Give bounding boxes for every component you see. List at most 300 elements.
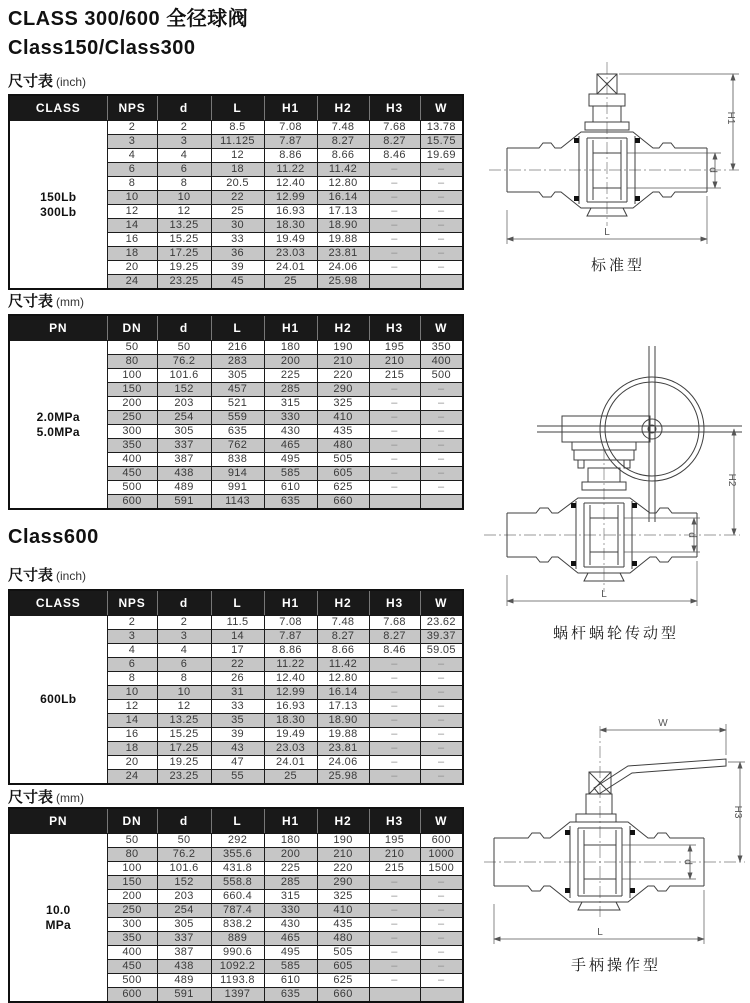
cell-value: 8.66 [317, 149, 369, 163]
cell-value: 203 [157, 890, 211, 904]
cell-value: 6 [107, 163, 157, 177]
cell-value: 8.66 [317, 644, 369, 658]
column-header: d [157, 95, 211, 121]
cell-value: – [420, 890, 463, 904]
cell-value: 23.62 [420, 616, 463, 630]
cell-value: 4 [157, 644, 211, 658]
cell-value: – [420, 876, 463, 890]
cell-value: 292 [211, 834, 264, 848]
column-header: CLASS [9, 590, 107, 616]
cell-value: 600 [420, 834, 463, 848]
cell-value: 2 [107, 616, 157, 630]
cell-value: 635 [211, 425, 264, 439]
cell-value: – [369, 177, 420, 191]
cell-value: 16.93 [264, 205, 317, 219]
cell-value: 4 [107, 644, 157, 658]
column-header: d [157, 590, 211, 616]
cell-value: 13.25 [157, 219, 211, 233]
column-header: L [211, 315, 264, 341]
cell-value: 762 [211, 439, 264, 453]
cell-value: 387 [157, 946, 211, 960]
column-header: d [157, 315, 211, 341]
cell-value: 6 [157, 658, 211, 672]
cell-value: 465 [264, 439, 317, 453]
cell-value: 23.81 [317, 742, 369, 756]
cell-value: 350 [107, 932, 157, 946]
cell-value: 18.90 [317, 219, 369, 233]
cell-value: 17.25 [157, 742, 211, 756]
cell-value: 10 [107, 686, 157, 700]
column-header: PN [9, 315, 107, 341]
figure-caption-worm-gear: 蜗杆蜗轮传动型 [552, 625, 679, 642]
cell-value: 220 [317, 862, 369, 876]
cell-value: – [369, 946, 420, 960]
cell-value: 12.80 [317, 177, 369, 191]
column-header: CLASS [9, 95, 107, 121]
cell-value: 7.68 [369, 121, 420, 135]
cell-value: 480 [317, 932, 369, 946]
cell-value: 17.13 [317, 700, 369, 714]
size-table-label-cn: 尺寸表 [8, 789, 54, 806]
cell-value: 31 [211, 686, 264, 700]
cell-value: 457 [211, 383, 264, 397]
cell-value: 11.22 [264, 658, 317, 672]
cell-value: – [420, 904, 463, 918]
column-header: H3 [369, 808, 420, 834]
cell-value: 23.03 [264, 742, 317, 756]
cell-value: 300 [107, 918, 157, 932]
section-heading-class600: Class600 [8, 526, 99, 548]
cell-value: 605 [317, 467, 369, 481]
cell-value: 152 [157, 876, 211, 890]
cell-value: – [420, 439, 463, 453]
cell-value: – [369, 163, 420, 177]
cell-value: – [420, 219, 463, 233]
cell-value: 11.5 [211, 616, 264, 630]
column-header: H2 [317, 590, 369, 616]
cell-value: 337 [157, 439, 211, 453]
cell-value: – [369, 439, 420, 453]
cell-value: 10 [107, 191, 157, 205]
dim-label-h3: H3 [732, 805, 743, 819]
cell-value: 283 [211, 355, 264, 369]
cell-value: 2 [107, 121, 157, 135]
cell-value: 10 [157, 191, 211, 205]
cell-value: 585 [264, 467, 317, 481]
cell-value: 210 [369, 848, 420, 862]
cell-value: 635 [264, 988, 317, 1003]
cell-value: – [420, 411, 463, 425]
group-label: 150Lb 300Lb [9, 121, 107, 290]
cell-value: 290 [317, 383, 369, 397]
cell-value: – [369, 233, 420, 247]
cell-value: 305 [157, 918, 211, 932]
cell-value: 500 [420, 369, 463, 383]
table-row [9, 834, 463, 848]
cell-value: 3 [157, 135, 211, 149]
cell-value: 30 [211, 219, 264, 233]
cell-value: 387 [157, 453, 211, 467]
cell-value: 7.48 [317, 121, 369, 135]
size-table-class600-mm [8, 807, 464, 1003]
cell-value: 305 [157, 425, 211, 439]
cell-value: 914 [211, 467, 264, 481]
cell-value: – [420, 163, 463, 177]
column-header: H1 [264, 315, 317, 341]
figure-caption-standard: 标准型 [590, 257, 645, 274]
cell-value: 585 [264, 960, 317, 974]
cell-value: 355.6 [211, 848, 264, 862]
cell-value: 438 [157, 960, 211, 974]
cell-value: 3 [107, 630, 157, 644]
column-header: H2 [317, 808, 369, 834]
cell-value: 100 [107, 369, 157, 383]
cell-value: – [420, 397, 463, 411]
cell-value: 410 [317, 411, 369, 425]
cell-value: 450 [107, 467, 157, 481]
cell-value [420, 275, 463, 290]
size-table-label-mm-2 [8, 786, 84, 807]
cell-value: 7.48 [317, 616, 369, 630]
cell-value: 465 [264, 932, 317, 946]
cell-value: – [420, 425, 463, 439]
cell-value: 22 [211, 658, 264, 672]
cell-value: 12.40 [264, 672, 317, 686]
cell-value: 254 [157, 904, 211, 918]
dim-label-h2: H2 [726, 473, 737, 487]
cell-value: – [369, 247, 420, 261]
cell-value: 225 [264, 369, 317, 383]
cell-value: 325 [317, 890, 369, 904]
cell-value: 430 [264, 425, 317, 439]
cell-value: 12 [107, 700, 157, 714]
cell-value: 285 [264, 383, 317, 397]
cell-value: – [420, 247, 463, 261]
cell-value: – [369, 453, 420, 467]
cell-value: 435 [317, 918, 369, 932]
dim-label-h1: H1 [725, 111, 736, 125]
cell-value: 200 [264, 355, 317, 369]
cell-value: 787.4 [211, 904, 264, 918]
cell-value: 438 [157, 467, 211, 481]
cell-value: 47 [211, 756, 264, 770]
cell-value: 2 [157, 121, 211, 135]
size-table-label-mm-1 [8, 290, 84, 311]
cell-value: 1193.8 [211, 974, 264, 988]
cell-value: 20 [107, 756, 157, 770]
cell-value: 305 [211, 369, 264, 383]
cell-value: 610 [264, 974, 317, 988]
column-header: NPS [107, 590, 157, 616]
cell-value: 10 [157, 686, 211, 700]
column-header: H1 [264, 95, 317, 121]
cell-value: – [420, 742, 463, 756]
cell-value: 315 [264, 890, 317, 904]
cell-value: 625 [317, 481, 369, 495]
cell-value: 480 [317, 439, 369, 453]
cell-value [369, 275, 420, 290]
cell-value: 23.81 [317, 247, 369, 261]
cell-value: 18.90 [317, 714, 369, 728]
cell-value: 24 [107, 770, 157, 785]
cell-value: – [369, 918, 420, 932]
cell-value: 22 [211, 191, 264, 205]
cell-value: 660 [317, 988, 369, 1003]
cell-value: 325 [317, 397, 369, 411]
size-table-label-cn: 尺寸表 [8, 73, 54, 90]
cell-value: 100 [107, 862, 157, 876]
cell-value: 610 [264, 481, 317, 495]
cell-value: 14 [107, 219, 157, 233]
size-table-label-inch-2 [8, 564, 86, 585]
cell-value: 605 [317, 960, 369, 974]
cell-value: 225 [264, 862, 317, 876]
cell-value: 45 [211, 275, 264, 290]
cell-value: – [369, 467, 420, 481]
figure-standard-type [487, 58, 749, 275]
cell-value: – [420, 191, 463, 205]
cell-value: 220 [317, 369, 369, 383]
cell-value: 838.2 [211, 918, 264, 932]
cell-value: 50 [157, 834, 211, 848]
cell-value: 18.30 [264, 714, 317, 728]
cell-value: 17 [211, 644, 264, 658]
cell-value: – [369, 672, 420, 686]
cell-value: – [420, 932, 463, 946]
cell-value: – [420, 233, 463, 247]
cell-value: 505 [317, 946, 369, 960]
cell-value: 50 [157, 341, 211, 355]
cell-value: 435 [317, 425, 369, 439]
cell-value: 990.6 [211, 946, 264, 960]
cell-value: 13.78 [420, 121, 463, 135]
table-row [9, 341, 463, 355]
cell-value: – [369, 481, 420, 495]
cell-value: 50 [107, 341, 157, 355]
cell-value: 4 [157, 149, 211, 163]
cell-value: 33 [211, 233, 264, 247]
cell-value: 36 [211, 247, 264, 261]
cell-value: 330 [264, 411, 317, 425]
cell-value: 19.69 [420, 149, 463, 163]
cell-value: 8 [157, 672, 211, 686]
cell-value: 12 [157, 205, 211, 219]
cell-value: 12 [107, 205, 157, 219]
cell-value: 8 [107, 672, 157, 686]
column-header: H1 [264, 590, 317, 616]
valve-drawing-standard [487, 58, 749, 250]
cell-value: 101.6 [157, 369, 211, 383]
cell-value: – [369, 700, 420, 714]
cell-value: 33 [211, 700, 264, 714]
cell-value: 19.88 [317, 233, 369, 247]
cell-value: 150 [107, 876, 157, 890]
cell-value: 250 [107, 411, 157, 425]
dim-label-l: L [604, 227, 610, 238]
cell-value: 400 [420, 355, 463, 369]
cell-value: – [420, 974, 463, 988]
cell-value: – [420, 714, 463, 728]
cell-value: 15.75 [420, 135, 463, 149]
cell-value: 19.88 [317, 728, 369, 742]
cell-value: 600 [107, 988, 157, 1003]
cell-value: 12 [211, 149, 264, 163]
column-header: L [211, 590, 264, 616]
column-header: DN [107, 808, 157, 834]
cell-value: 7.87 [264, 135, 317, 149]
page-title: CLASS 300/600 全径球阀 [8, 8, 249, 30]
cell-value: 559 [211, 411, 264, 425]
cell-value: 80 [107, 848, 157, 862]
cell-value: 8 [157, 177, 211, 191]
valve-drawing-worm-gear [482, 330, 750, 618]
cell-value: 1143 [211, 495, 264, 510]
group-label: 2.0MPa 5.0MPa [9, 341, 107, 510]
cell-value: 8.86 [264, 149, 317, 163]
cell-value: 8.27 [317, 630, 369, 644]
cell-value: – [420, 658, 463, 672]
cell-value: – [420, 205, 463, 219]
column-header: L [211, 95, 264, 121]
cell-value: 15.25 [157, 233, 211, 247]
cell-value: 24.06 [317, 756, 369, 770]
cell-value: 195 [369, 341, 420, 355]
cell-value: 8.27 [369, 135, 420, 149]
cell-value: 1000 [420, 848, 463, 862]
section-heading-class150-300: Class150/Class300 [8, 37, 196, 59]
cell-value: 12.99 [264, 686, 317, 700]
cell-value: – [420, 770, 463, 785]
cell-value: 7.08 [264, 616, 317, 630]
size-table-label-cn: 尺寸表 [8, 567, 54, 584]
cell-value: 25.98 [317, 275, 369, 290]
cell-value: 315 [264, 397, 317, 411]
cell-value: 1397 [211, 988, 264, 1003]
cell-value: 410 [317, 904, 369, 918]
cell-value: 15.25 [157, 728, 211, 742]
cell-value: 16.14 [317, 191, 369, 205]
cell-value: – [369, 728, 420, 742]
cell-value: 431.8 [211, 862, 264, 876]
cell-value: 17.25 [157, 247, 211, 261]
table-row [9, 121, 463, 135]
dim-label-d: d [682, 859, 693, 865]
cell-value: 290 [317, 876, 369, 890]
cell-value: – [369, 397, 420, 411]
cell-value: 558.8 [211, 876, 264, 890]
column-header: L [211, 808, 264, 834]
cell-value: 430 [264, 918, 317, 932]
group-label: 10.0 MPa [9, 834, 107, 1003]
cell-value: 8.86 [264, 644, 317, 658]
cell-value: 505 [317, 453, 369, 467]
cell-value: 20 [107, 261, 157, 275]
cell-value: 12 [157, 700, 211, 714]
cell-value: – [369, 411, 420, 425]
cell-value: 210 [317, 355, 369, 369]
cell-value: 1500 [420, 862, 463, 876]
column-header: H3 [369, 590, 420, 616]
figure-caption-handle: 手柄操作型 [570, 957, 661, 974]
cell-value: 495 [264, 946, 317, 960]
column-header: W [420, 590, 463, 616]
cell-value: 8.27 [317, 135, 369, 149]
cell-value: – [369, 714, 420, 728]
cell-value: 17.13 [317, 205, 369, 219]
cell-value: 11.22 [264, 163, 317, 177]
cell-value: – [369, 756, 420, 770]
cell-value: 23.03 [264, 247, 317, 261]
cell-value: 76.2 [157, 355, 211, 369]
cell-value: 195 [369, 834, 420, 848]
cell-value: 20.5 [211, 177, 264, 191]
cell-value: 8.27 [369, 630, 420, 644]
valve-drawing-handle [482, 712, 750, 950]
column-header: H3 [369, 95, 420, 121]
cell-value: – [420, 686, 463, 700]
cell-value: 25 [264, 770, 317, 785]
cell-value: – [369, 876, 420, 890]
cell-value: 16 [107, 233, 157, 247]
cell-value: – [369, 742, 420, 756]
cell-value: 14 [211, 630, 264, 644]
cell-value: – [420, 383, 463, 397]
cell-value: 500 [107, 481, 157, 495]
cell-value: 215 [369, 369, 420, 383]
cell-value: 180 [264, 834, 317, 848]
cell-value: 180 [264, 341, 317, 355]
cell-value: – [420, 946, 463, 960]
column-header: W [420, 808, 463, 834]
cell-value: – [369, 890, 420, 904]
cell-value: – [369, 425, 420, 439]
cell-value: – [420, 756, 463, 770]
cell-value: – [420, 700, 463, 714]
cell-value: 7.08 [264, 121, 317, 135]
cell-value: 300 [107, 425, 157, 439]
cell-value: 39.37 [420, 630, 463, 644]
cell-value: 39 [211, 728, 264, 742]
cell-value: 11.42 [317, 658, 369, 672]
column-header: H3 [369, 315, 420, 341]
cell-value: – [420, 672, 463, 686]
cell-value: 400 [107, 453, 157, 467]
column-header: H2 [317, 95, 369, 121]
cell-value [369, 988, 420, 1003]
cell-value: 35 [211, 714, 264, 728]
cell-value: 16.93 [264, 700, 317, 714]
cell-value: 3 [157, 630, 211, 644]
cell-value: 625 [317, 974, 369, 988]
column-header: DN [107, 315, 157, 341]
cell-value: 200 [264, 848, 317, 862]
cell-value: 80 [107, 355, 157, 369]
cell-value: 18 [211, 163, 264, 177]
group-label: 600Lb [9, 616, 107, 785]
cell-value: 7.87 [264, 630, 317, 644]
cell-value: 285 [264, 876, 317, 890]
cell-value: – [369, 191, 420, 205]
cell-value: 19.25 [157, 756, 211, 770]
cell-value: – [420, 261, 463, 275]
cell-value: – [420, 481, 463, 495]
cell-value: 55 [211, 770, 264, 785]
cell-value: – [420, 177, 463, 191]
cell-value: 43 [211, 742, 264, 756]
cell-value: 210 [369, 355, 420, 369]
cell-value: – [420, 453, 463, 467]
column-header: H1 [264, 808, 317, 834]
